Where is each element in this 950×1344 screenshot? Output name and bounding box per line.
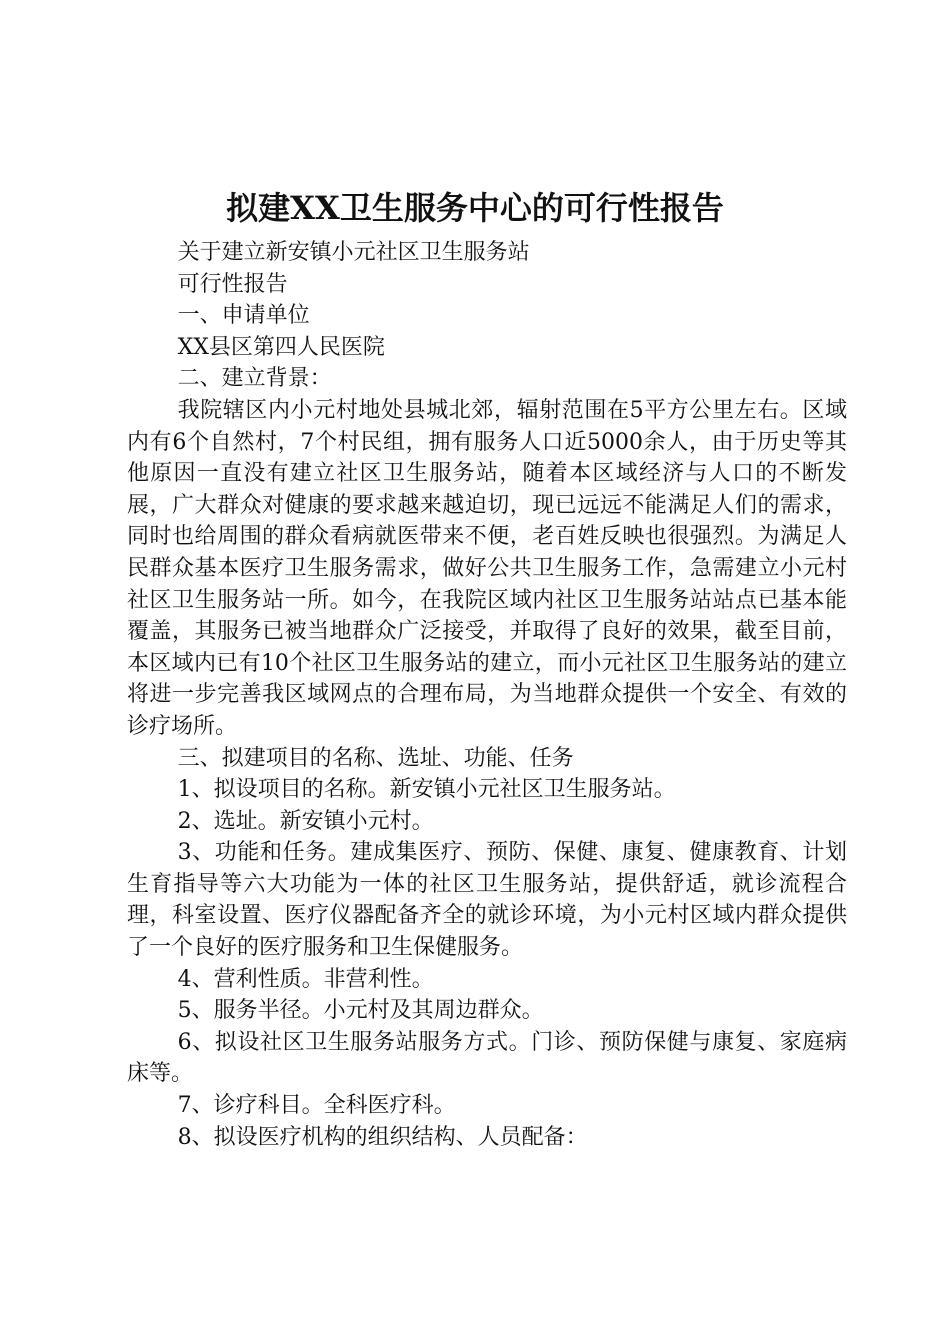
paragraph: 3、功能和任务。建成集医疗、预防、保健、康复、健康教育、计划生育指导等六大功能为一体的社区卫生服务站，提供舒适，就诊流程合理，科室设置、医疗仪器配备齐全的就诊环境，为小元村区域内群众提供了一个良好的医疗服务和卫生保健服务。 [127, 840, 847, 961]
paragraph: 二、建立背景： [177, 366, 332, 392]
paragraph: 我院辖区内小元村地处县城北郊，辐射范围在5平方公里左右。区域内有6个自然村，7个村民组，拥有服务人口近5000余人，由于历史等其他原因一直没有建立社区卫生服务站，随着本区域经济与人口的不断发展，广大群众对健康的要求越来越迫切，现已远远不能满足人们的需求，同时也给周围的群众看病就医带来不便，老百姓反映也很强烈。为满足人民群众基本医疗卫生服务需求，做好公共卫生服务工作，急需建立小元村社区卫生服务站一所。如今，在我院区域内社区卫生服务站站点已基本能覆盖，其服务已被当地群众广泛接受，并取得了良好的效果，截至目前，本区域内已有10个社区卫生服务站的建立，而小元社区卫生服务站的建立将进一步完善我区域网点的合理布局，为当地群众提供一个安全、有效的诊疗场所。 [127, 397, 847, 739]
paragraph: 三、拟建项目的名称、选址、功能、任务 [177, 745, 574, 771]
paragraph: 一、申请单位 [177, 303, 310, 329]
paragraph: 1、拟设项目的名称。新安镇小元社区卫生服务站。 [177, 777, 676, 803]
document-body [127, 237, 847, 1153]
paragraph: 可行性报告 [177, 271, 288, 297]
paragraph: 关于建立新安镇小元社区卫生服务站 [177, 240, 530, 265]
paragraph: 7、诊疗科目。全科医疗科。 [177, 1093, 456, 1119]
paragraph: 8、拟设医疗机构的组织结构、人员配备： [177, 1124, 588, 1150]
paragraph: XX县区第四人民医院 [177, 334, 385, 360]
paragraph: 5、服务半径。小元村及其周边群众。 [177, 998, 544, 1024]
paragraph: 4、营利性质。非营利性。 [177, 966, 434, 992]
paragraph: 2、选址。新安镇小元村。 [177, 808, 434, 834]
paragraph: 6、拟设社区卫生服务站服务方式。门诊、预防保健与康复、家庭病床等。 [127, 1029, 847, 1087]
document-title: 拟建XX卫生服务中心的可行性报告 [226, 189, 724, 227]
